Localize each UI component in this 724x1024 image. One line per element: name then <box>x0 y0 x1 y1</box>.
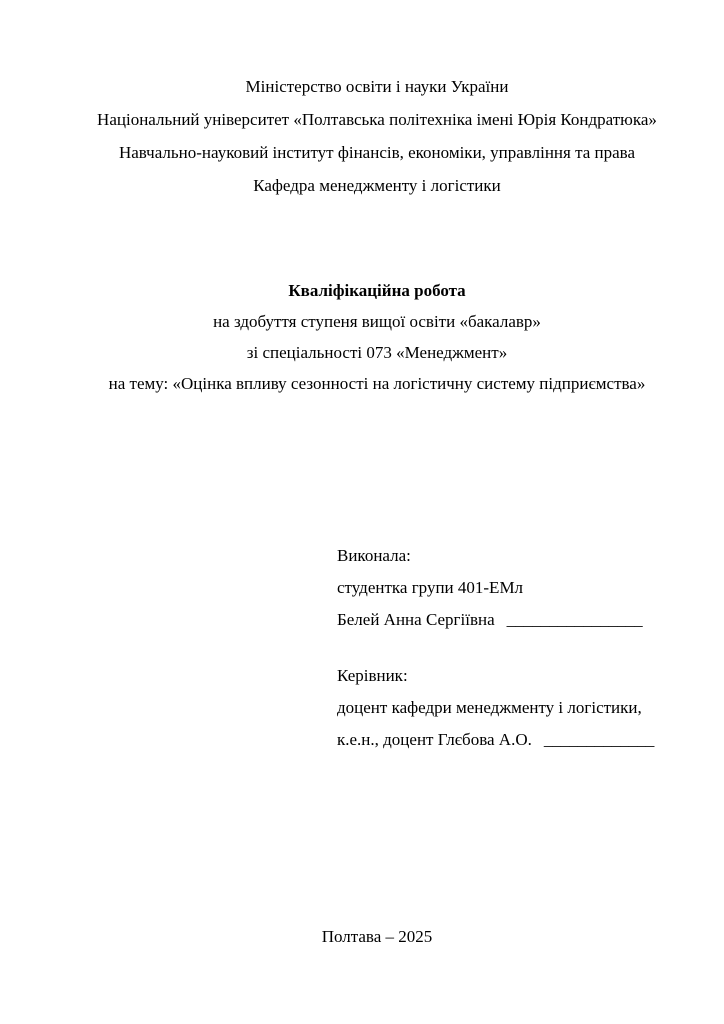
executor-group-line: студентка групи 401-ЕМл <box>337 578 524 597</box>
executor-label: Виконала: <box>337 546 411 565</box>
supervisor-name: к.е.н., доцент Глєбова А.О. <box>337 730 532 749</box>
city-year-line: Полтава – 2025 <box>321 927 433 946</box>
supervisor-signature-line: _____________ <box>543 730 655 749</box>
specialty-line: зі спеціальності 073 «Менеджмент» <box>246 343 508 362</box>
executor-block <box>337 540 643 636</box>
university-line: Національний університет «Полтавська політехніка імені Юрія Кондратюка» <box>97 110 657 129</box>
department-line: Кафедра менеджменту і логістики <box>253 176 501 195</box>
degree-line: на здобуття ступеня вищої освіти «бакалавр» <box>213 312 541 331</box>
footer <box>90 921 664 953</box>
thesis-type-title: Кваліфікаційна робота <box>288 281 466 300</box>
institute-line: Навчально-науковий інститут фінансів, економіки, управління та права <box>118 143 636 162</box>
executor-signature-line: ________________ <box>506 610 643 629</box>
executor-name-line <box>337 604 643 636</box>
thesis-title-block <box>90 275 664 399</box>
topic-line: на тему: «Оцінка впливу сезонності на логістичну систему підприємства» <box>108 374 646 393</box>
university-header <box>90 70 664 202</box>
supervisor-position-line: доцент кафедри менеджменту і логістики, <box>337 698 642 717</box>
executor-name: Белей Анна Сергіївна <box>337 610 495 629</box>
ministry-line: Міністерство освіти і науки України <box>245 77 509 96</box>
supervisor-label: Керівник: <box>337 666 408 685</box>
supervisor-block <box>337 660 654 756</box>
supervisor-name-line <box>337 724 654 756</box>
